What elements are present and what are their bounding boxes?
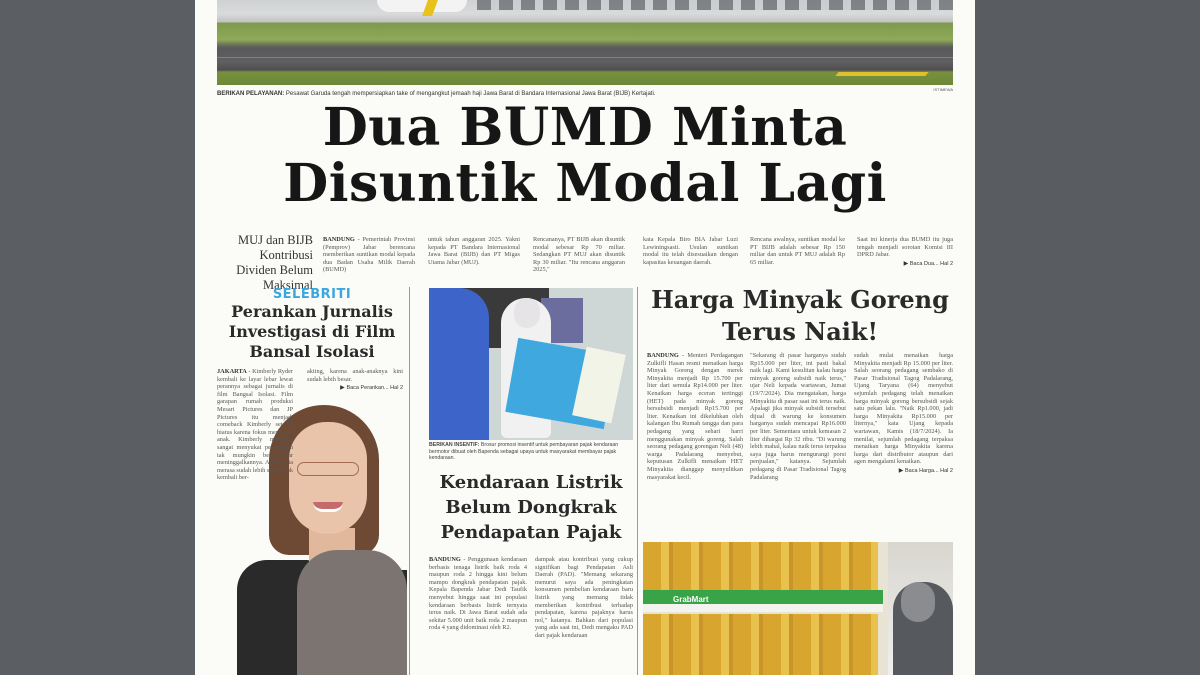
tax-brochure-photo: [429, 288, 633, 440]
glasses: [297, 462, 359, 476]
shelf: [643, 604, 883, 612]
airport-runway-photo: [217, 0, 953, 85]
oil-column-3: [854, 352, 953, 476]
column-text: - Menteri Perdagangan Zulkifli Hasan resmi menaikan harga Minyak Goreng dengan merek Minyakita menjadi Rp 15.700 per liter dari semula Rp14.000 per liter. Kenaikan harga eceran tertinggi (HET) pada minyak goreng bersubsidi menjadi Rp15.700 per liter. Kenaikan ini dikeluhkan oleh kalangan Ibu Rumah tangga dan para pedagang yang sehari harri menggunakan minyak goreng. Salah seorang pedagang gorengan Neli (48) warga Padalarang menyebut, keputusan Zulkifli menaikan HET Minyakita dianggap menyulitkan masyarakat kecil.: [647, 352, 743, 481]
column-text: Saat ini kinerja dua BUMD itu juga tengah menjadi sorotan Komisi III DPRD Jabar.: [857, 236, 953, 259]
dateline: BANDUNG: [323, 236, 355, 243]
ev-headline: Kendaraan Listrik Belum Dongkrak Pendapatan Pajak: [439, 472, 623, 543]
face: [289, 422, 367, 534]
supermarket-oil-photo: [643, 542, 953, 675]
column-text: sudah mulai menaikan harga Minyakita menjadi Rp 15.000 per liter. Salah seorang pedagang sembako di Pasar Tradisional Tagog Padalarang, Ujang Taryana (64) menyebut sejumlah pedagang telah menaikan harga minyak goreng bersubsidi sejak satu pekan lalu. "Naik Rp1.000, jadi harga Minyakita Rp15.000 per liternya," kata Ujang kepada wartawan, Kamis (18/7/2024). Ia menilai, sejumlah pedagang terpaksa menaikan harga Minyakita karena harga dari distributor ataupun dari agen mengalami kenaikan.: [854, 352, 953, 466]
ev-column-2: dampak atau kontribusi yang cukup signifikan bagi Pendapatan Asli Daerah (PAD). "Memang sekarang menurut saya ada peningkatan konsumen pembelian kendaraan baru listrik yang memang tidak memberikan kontribusi terhadap pendapatan, karena pajaknya harus nol," katanya. Bahkan dari populasi yang ada saat ini, Dedi mengaku PAD dari pajak kendaraan: [535, 556, 633, 639]
column-text: - Kimberly Ryder kembali ke layar lebar lewat perannya sebagai jurnalis di film Bangsal Isolasi. Film garapan rumah produksi Mesari Pictures dan JP Pictures itu menjadi comeback Kimberly setelah hiatus karena fokus mengurus anak. Kimberly mengaku sangat menyukai peran, dan tak mungkin benar-benar meninggalkannya. Apalagi, ia merasa sudah lebih siap untuk kembali ber-: [217, 368, 293, 482]
ev-column-1: [429, 556, 527, 632]
viewer-background-left: [0, 0, 195, 675]
runway-marking: [835, 72, 928, 76]
column-divider: [409, 287, 410, 675]
continued-link[interactable]: ▶ Baca Dua... Hal 2: [857, 261, 953, 269]
dateline: BANDUNG: [647, 352, 679, 359]
hijab: [514, 298, 540, 328]
oil-bottles: [643, 542, 878, 592]
continued-link[interactable]: ▶ Baca Perankan... Hal 2: [307, 385, 403, 393]
column-text: akting, karena anak-anaknya kini sudah lebih besar.: [307, 368, 403, 383]
main-headline: [195, 97, 975, 214]
airplane: [377, 0, 467, 12]
main-story-column-1: [323, 236, 415, 274]
oil-column-2: "Sekarang di pasar harganya sudah Rp15.000 per liter, ini pasti bakal naik lagi. Kami kesulitan kalau harga minyak goreng subsidi naik terus," ujar Neli kepada wartawan, Jumat (19/7/2024). Dia mengatakan, harga Minyakita di pasar saat ini terus naik. Apalagi jika minyak subsidi tersebut dijual di warung ke konsumen harganya sudah mencapai Rp16.000 per liter. Sementara untuk kemasan 2 liter dihargai Rp 32 ribu. "Di warung lebih mahal, kalau naik terus terpaksa saya juga harus mengurangi porsi penjualan," katanya. Sejumlah pedagang di Pasar Tradisional Tagog Padalarang: [750, 352, 846, 481]
main-story-column-5: Rencana awalnya, suntikan modal ke PT BIJB adalah sebesar Rp 150 miliar dan untuk PT MUJ adalah Rp 65 miliar.: [750, 236, 845, 266]
viewer-background-right: [975, 0, 1200, 675]
column-divider: [637, 287, 638, 675]
headline-line-1: Dua BUMD Minta: [322, 97, 848, 158]
oil-bottles: [643, 614, 878, 675]
dateline: BANDUNG: [429, 556, 461, 563]
celebrity-column-2: [307, 368, 403, 393]
runway-marking: [217, 57, 953, 58]
photo-credit: ISTIMEWA: [933, 87, 953, 92]
sweater: [297, 550, 407, 675]
celebrity-column-1: [217, 368, 293, 482]
column-text: - Pemerintah Provinsi (Pemprov) Jabar berencana memberikan suntikan modal kepada dua Badan Usaha Milik Daerah (BUMD): [323, 236, 415, 274]
section-kicker: SELEBRITI: [272, 287, 352, 302]
sleeve: [429, 288, 489, 440]
main-story-column-4: kata Kepala Biro BIA Jabar Luzi Lewiningsasti. Usulan suntikan modal itu telah disesuaikan dengan kapasitas keuangan daerah.: [643, 236, 738, 266]
main-story-column-3: Rencananya, PT BIJB akan disuntik modal sebesar Rp 70 miliar. Sedangkan PT MUJ akan disuntik Rp 30 miliar. "Itu rencana anggaran 2025,": [533, 236, 625, 274]
caption-lead: BERIKAN PELAYANAN:: [217, 91, 285, 97]
headline-line-2: Disuntik Modal Lagi: [283, 153, 887, 214]
shelf-sign: GrabMart: [673, 595, 709, 604]
celebrity-headline: Perankan Jurnalis Investigasi di Film Bansal Isolasi: [228, 302, 396, 361]
hijab: [901, 582, 935, 622]
main-story-column-2: untuk tahun anggaran 2025. Yakni kepada PT Bandara Internasional Jawa Barat (BIJB) dan PT Migas Utama Jabar (MUJ).: [428, 236, 520, 266]
cooking-oil-headline: Harga Minyak Goreng Terus Naik!: [651, 285, 949, 346]
column-text: - Penggunaan kendaraan berbasis tenaga listrik baik roda 4 maupun roda 2 hingga kini belum mampu dongkrak pendapatan pajak. Kepala Bapenda Jabar Dedi Taufik menyebut hingga saat ini populasi kendaraan berbasis listrik ternyata terus naik. Di Jawa Barat sudah ada sekitar 5.000 unit baik roda 2 maupun roda 4 yang didominasi oleh R2.: [429, 556, 527, 632]
caption-text: Pesawat Garuda tengah mempersiapkan take of mengangkut jemaah haji Jawa Barat di Bandara Internasional Jawa Barat (BIJB) Kertajati.: [285, 91, 656, 97]
oil-column-1: [647, 352, 743, 481]
ev-photo-caption: [429, 442, 633, 462]
main-story-deck: MUJ dan BIJB Kontribusi Dividen Belum Maksimal: [236, 233, 313, 292]
caption-lead: BERIKAN INSENTIF:: [429, 442, 480, 448]
caption-text: Brosur promosi insentif untuk pembayaran pajak kendaraan bermotor dibuat oleh Bapenda sebagai upaya untuk masyarakat membayar pajak kendaraan.: [429, 442, 619, 462]
terminal-building: [477, 0, 953, 10]
main-story-column-6: [857, 236, 953, 268]
newspaper-page: [195, 0, 975, 675]
continued-link[interactable]: ▶ Baca Harga... Hal 2: [854, 468, 953, 476]
dateline: JAKARTA: [217, 368, 247, 375]
